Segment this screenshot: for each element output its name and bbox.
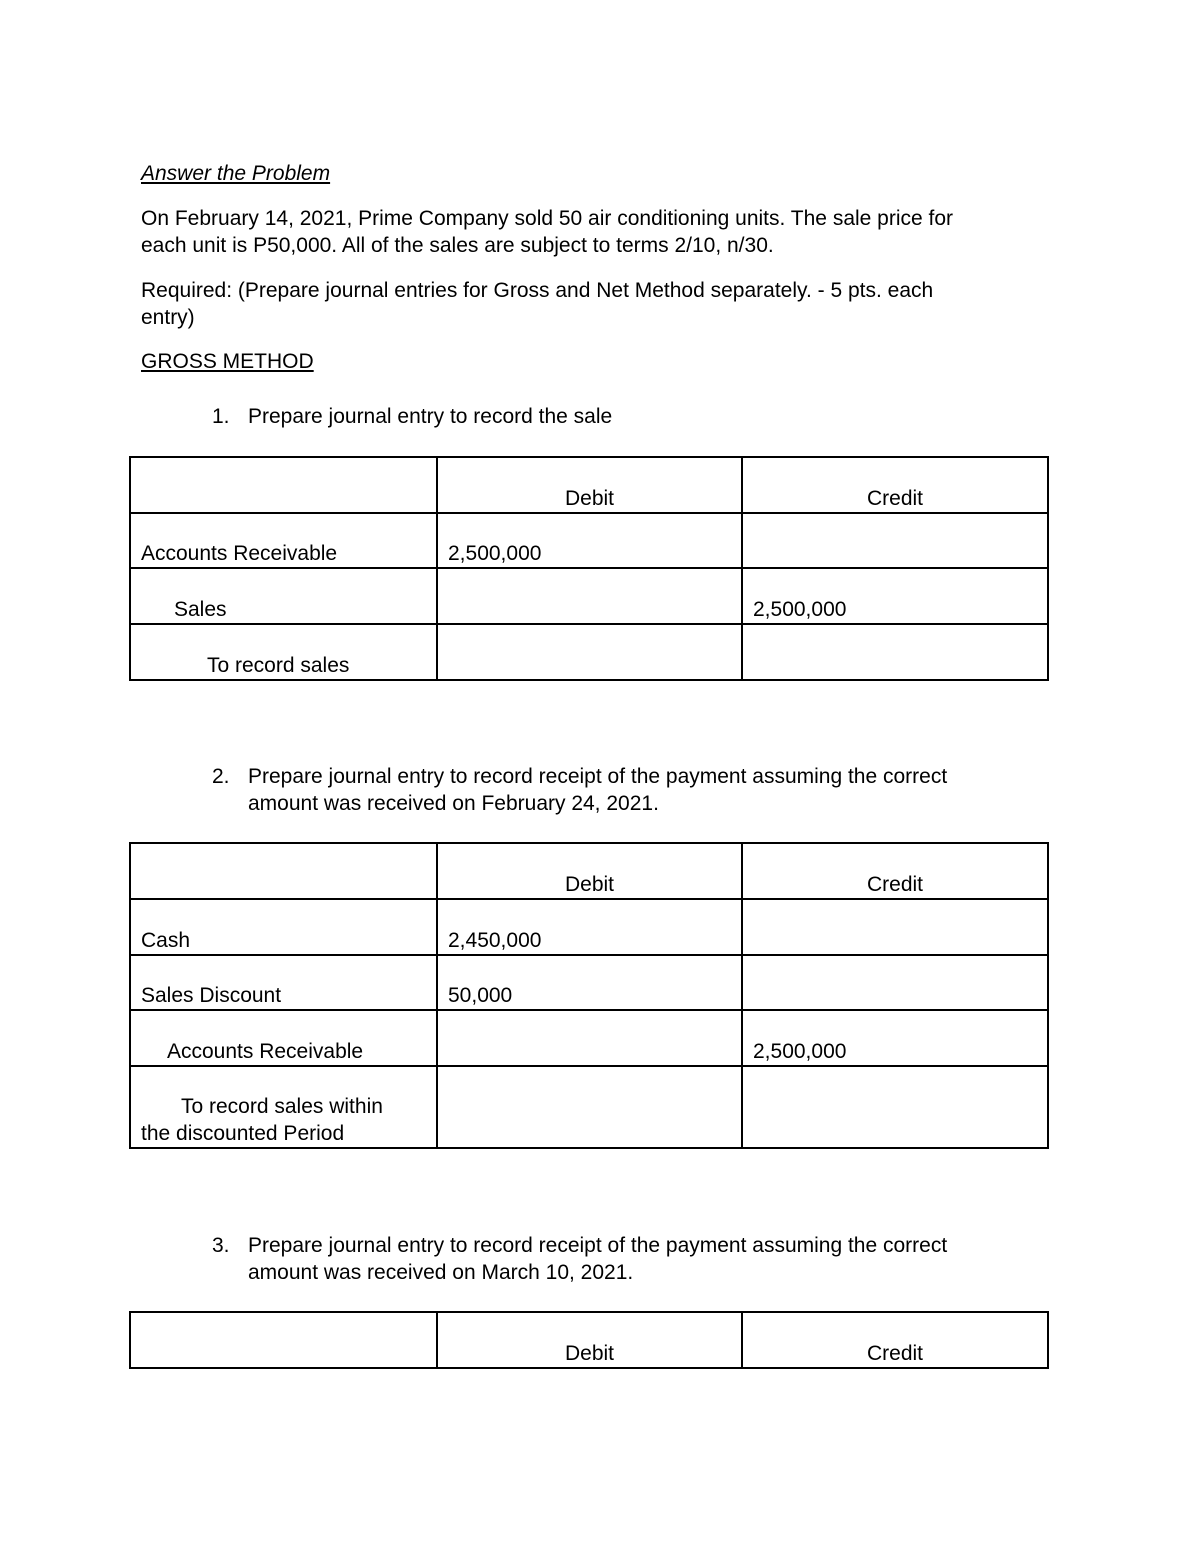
debit-cell [437,1010,742,1066]
table-row [130,899,1048,955]
table-row [130,1066,1048,1148]
account-cell: To record sales [130,624,437,680]
credit-cell: 2,500,000 [742,1010,1048,1066]
credit-cell [742,1066,1048,1148]
table-header-row [130,1312,1048,1368]
account-cell: Cash [130,899,437,955]
credit-cell [742,899,1048,955]
debit-cell: 2,500,000 [437,513,742,568]
table-row [130,955,1048,1010]
account-cell: Accounts Receivable [130,513,437,568]
q3-text-line-2: amount was received on March 10, 2021. [248,1261,634,1284]
account-cell: Accounts Receivable [130,1010,437,1066]
header-debit: Debit [437,457,742,513]
q3-number: 3. [212,1234,230,1257]
header-credit: Credit [742,843,1048,899]
debit-cell [437,1066,742,1148]
header-account-cell [130,1312,437,1368]
account-cell [130,1066,437,1148]
table-row [130,568,1048,624]
header-account-cell [130,457,437,513]
table-row [130,513,1048,568]
q3-journal-table [129,1311,1049,1369]
q1-text: Prepare journal entry to record the sale [248,405,613,428]
page-heading: Answer the Problem [141,162,331,185]
header-debit: Debit [437,843,742,899]
credit-cell [742,624,1048,680]
account-cell: Sales [130,568,437,624]
header-debit: Debit [437,1312,742,1368]
debit-cell [437,624,742,680]
required-text-line-1: Required: (Prepare journal entries for Gross and Net Method separately. - 5 pts. each [141,279,934,302]
required-text-line-2: entry) [141,306,195,329]
table-header-row [130,457,1048,513]
debit-cell: 50,000 [437,955,742,1010]
table-row [130,1010,1048,1066]
q2-journal-table [129,842,1049,1149]
q1-journal-table [129,456,1049,681]
header-credit: Credit [742,1312,1048,1368]
table-header-row [130,843,1048,899]
table-row [130,624,1048,680]
account-cell-line-1: To record sales within [181,1095,383,1118]
q2-text-line-1: Prepare journal entry to record receipt of the payment assuming the correct [248,765,948,788]
header-account-cell [130,843,437,899]
account-cell: Sales Discount [130,955,437,1010]
header-credit: Credit [742,457,1048,513]
credit-cell [742,513,1048,568]
q2-number: 2. [212,765,230,788]
credit-cell [742,955,1048,1010]
debit-cell: 2,450,000 [437,899,742,955]
q1-number: 1. [212,405,230,428]
account-cell-line-2: the discounted Period [141,1122,345,1145]
q3-text-line-1: Prepare journal entry to record receipt of the payment assuming the correct [248,1234,948,1257]
debit-cell [437,568,742,624]
problem-text-line-1: On February 14, 2021, Prime Company sold 50 air conditioning units. The sale price for [141,207,954,230]
problem-text-line-2: each unit is P50,000. All of the sales are subject to terms 2/10, n/30. [141,234,774,257]
section-title: GROSS METHOD [141,350,314,373]
credit-cell: 2,500,000 [742,568,1048,624]
q2-text-line-2: amount was received on February 24, 2021. [248,792,659,815]
